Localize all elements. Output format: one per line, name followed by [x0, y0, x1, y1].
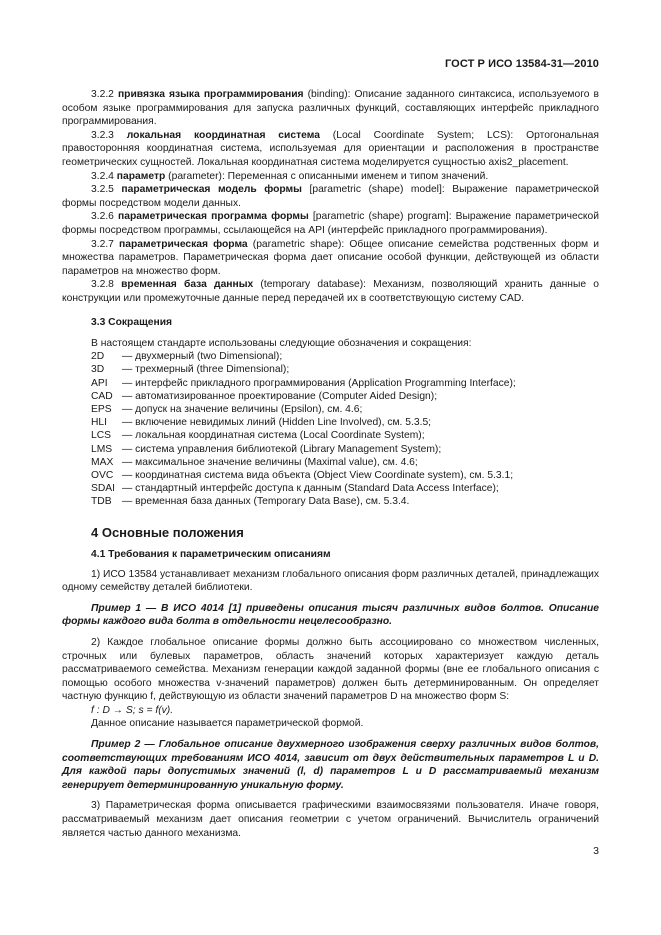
section-3-3-heading: 3.3 Сокращения: [91, 316, 173, 328]
abbreviation-item: CAD — автоматизированное проектирование (Computer Aided Design);: [91, 390, 438, 402]
section-4-heading: 4 Основные положения: [91, 524, 244, 540]
abbreviation-item: SDAI — стандартный интерфейс доступа к данным (Standard Data Access Interface);: [91, 483, 499, 495]
definition-3-2-3: 3.2.3 локальная координатная система (Local Coordinate System; LCS): Ортогональная правосторонняя координатная система, используемая для ориентации и расположения в пространстве геометрических сущностей. Локальная координатная система моделируется сущностью axis2_placement.: [62, 129, 599, 168]
section-4-1-heading: 4.1 Требования к параметрическим описаниям: [91, 548, 331, 560]
definition-3-2-8: 3.2.8 временная база данных (temporary database): Механизм, позволяющий хранить данные о конструкции или промежуточные данные перед передачей их в соответствующую систему CAD.: [62, 279, 599, 304]
abbreviation-item: 3D — трехмерный (three Dimensional);: [91, 364, 290, 376]
abbreviation-list: [62, 350, 599, 508]
definition-3-2-2: 3.2.2 привязка языка программирования (binding): Описание заданного синтаксиса, используемого в особом языке программирования для запуска различных функций, составляющих интерфейс прикладного программирования.: [62, 89, 599, 128]
abbreviations-intro: В настоящем стандарте использованы следующие обозначения и сокращения:: [91, 337, 472, 349]
definition-3-2-4: 3.2.4 параметр (parameter): Переменная с описанными именем и типом значений.: [91, 170, 489, 182]
abbreviation-item: OVC — координатная система вида объекта (Object View Coordinate system), см. 5.3.1;: [91, 469, 514, 481]
abbreviation-item: LCS — локальная координатная система (Local Coordinate System);: [91, 430, 425, 442]
paragraph-3: 3) Параметрическая форма описывается графическими взаимосвязями пользователя. Иначе говоря, рассматриваемый механизм дает описания геометрии с учетом ограничений. Вычислитель ограничений является частью данного механизма.: [62, 800, 599, 839]
abbreviation-item: LMS — система управления библиотекой (Library Management System);: [91, 443, 442, 455]
paragraph-2: 2) Каждое глобальное описание формы должно быть ассоциировано со множеством численных, строчных или булевых параметров, область значений которых характеризует каждую деталь рассматриваемого семейства. Механизм генерации каждой заданной формы (вне ее глобального описания с помощью особого множества v-значений параметров) должен быть детерминированным. Он определяет частную функцию f, действующую из области значений параметров D на множество форм S:: [62, 636, 599, 703]
example-1: Пример 1 — В ИСО 4014 [1] приведены описания тысяч различных видов болтов. Описание формы каждого вида болта в отдельности нецелесообразно.: [62, 602, 599, 628]
paragraph-1: 1) ИСО 13584 устанавливает механизм глобального описания форм различных деталей, принадлежащих одному семейству деталей библиотеки.: [62, 568, 599, 594]
page-number: 3: [593, 845, 599, 857]
page-header: ГОСТ Р ИСО 13584-31—2010: [444, 58, 599, 70]
paragraph-2-note: Данное описание называется параметрической формой.: [91, 718, 364, 730]
definition-3-2-7: 3.2.7 параметрическая форма (parametric shape): Общее описание семейства родственных форм и множества параметров. Параметрическая форма дает описание особой функции, действующей из области параметров на множество форм.: [62, 238, 599, 277]
abbreviation-item: 2D — двухмерный (two Dimensional);: [91, 351, 283, 363]
page-content: [62, 88, 599, 840]
example-2: Пример 2 — Глобальное описание двухмерного изображения сверху различных видов болтов, соответствующих требованиям ИСО 4014, зависит от двух действительных параметров L и D. Для каждой пары допустимых значений (l, d) параметров L и D рассматриваемый механизм генерирует детерминированную уникальную форму.: [62, 739, 599, 791]
abbreviation-item: TDB — временная база данных (Temporary Data Base), см. 5.3.4.: [91, 496, 410, 508]
abbreviation-item: EPS — допуск на значение величины (Epsilon), см. 4.6;: [91, 403, 363, 415]
abbreviation-item: API — интерфейс прикладного программирования (Application Programming Interface);: [91, 377, 516, 389]
abbreviation-item: MAX — максимальное значение величины (Maximal value), см. 4.6;: [91, 456, 418, 468]
formula: f : D → S; s = f(v).: [91, 704, 174, 716]
abbreviation-item: HLI — включение невидимых линий (Hidden Line Involved), см. 5.3.5;: [91, 417, 432, 429]
definition-3-2-6: 3.2.6 параметрическая программа формы [parametric (shape) program]: Выражение параметрической формы посредством программы, ссылающейся на API (интерфейс прикладного программирования).: [62, 211, 599, 236]
definition-3-2-5: 3.2.5 параметрическая модель формы [parametric (shape) model]: Выражение параметрической формы посредством модели данных.: [62, 184, 599, 209]
